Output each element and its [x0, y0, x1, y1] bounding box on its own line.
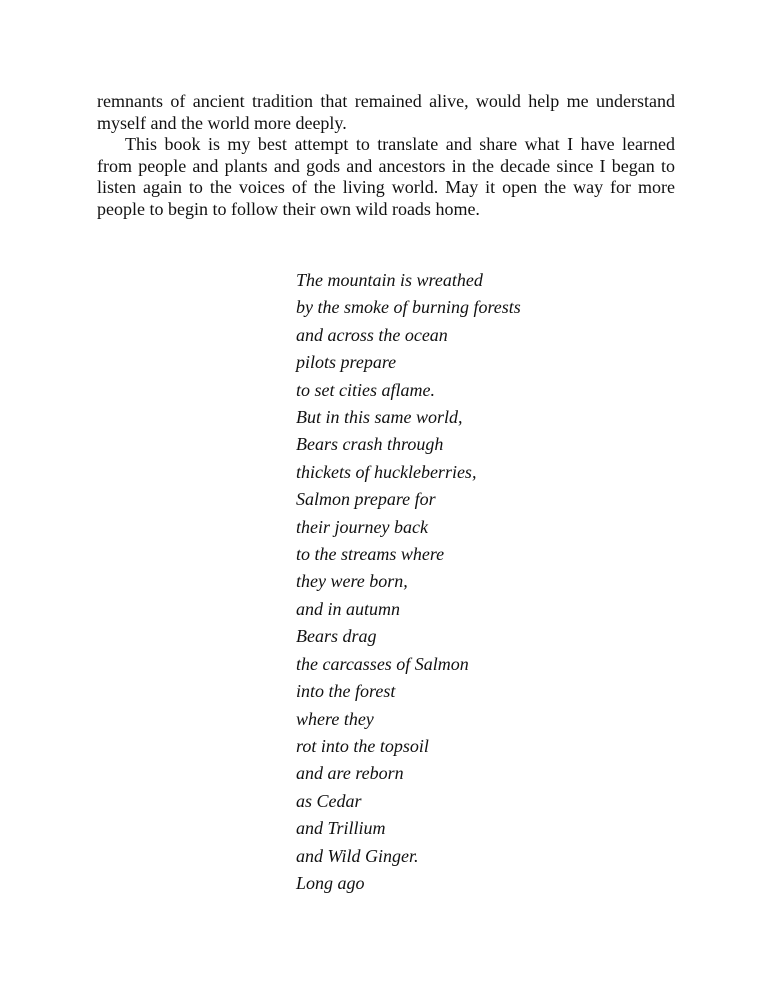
poem-line: and are reborn	[296, 763, 404, 784]
poem-line: The mountain is wreathed	[296, 270, 483, 290]
poem-line: and in autumn	[296, 598, 401, 619]
poem-line: and Trillium	[296, 818, 386, 839]
poem-line: thickets of huckleberries,	[296, 461, 477, 482]
poem-line: rot into the topsoil	[296, 735, 429, 756]
poem-line: into the forest	[296, 681, 396, 702]
paragraph-continuation: remnants of ancient tradition that remained alive, would help me understand myself and the world more deeply.	[97, 91, 675, 133]
poem-line: Bears crash through	[296, 434, 444, 455]
poem-line: by the smoke of burning forests	[296, 297, 521, 318]
poem-line: Salmon prepare for	[296, 489, 436, 510]
poem-line: their journey back	[296, 516, 428, 537]
poem-line: where they	[296, 708, 374, 729]
poem-line: But in this same world,	[296, 407, 463, 428]
poem-line: to set cities aflame.	[296, 379, 435, 400]
poem-line: as Cedar	[296, 790, 362, 811]
poem-line: they were born,	[296, 571, 408, 592]
poem-line: to the streams where	[296, 544, 445, 565]
poem	[296, 267, 521, 897]
poem-line: the carcasses of Salmon	[296, 653, 469, 674]
poem-line: and Wild Ginger.	[296, 845, 419, 866]
poem-line: and across the ocean	[296, 324, 448, 345]
poem-line: Bears drag	[296, 626, 377, 647]
prose-block	[97, 91, 675, 220]
poem-line: Long ago	[296, 872, 365, 893]
poem-line: pilots prepare	[296, 352, 397, 373]
paragraph-book-purpose: This book is my best attempt to translate and share what I have learned from people and plants and gods and ancestors in the decade since I began to listen again to the voices of the living world. May it open the way for more people to begin to follow their own wild roads home.	[97, 134, 675, 219]
